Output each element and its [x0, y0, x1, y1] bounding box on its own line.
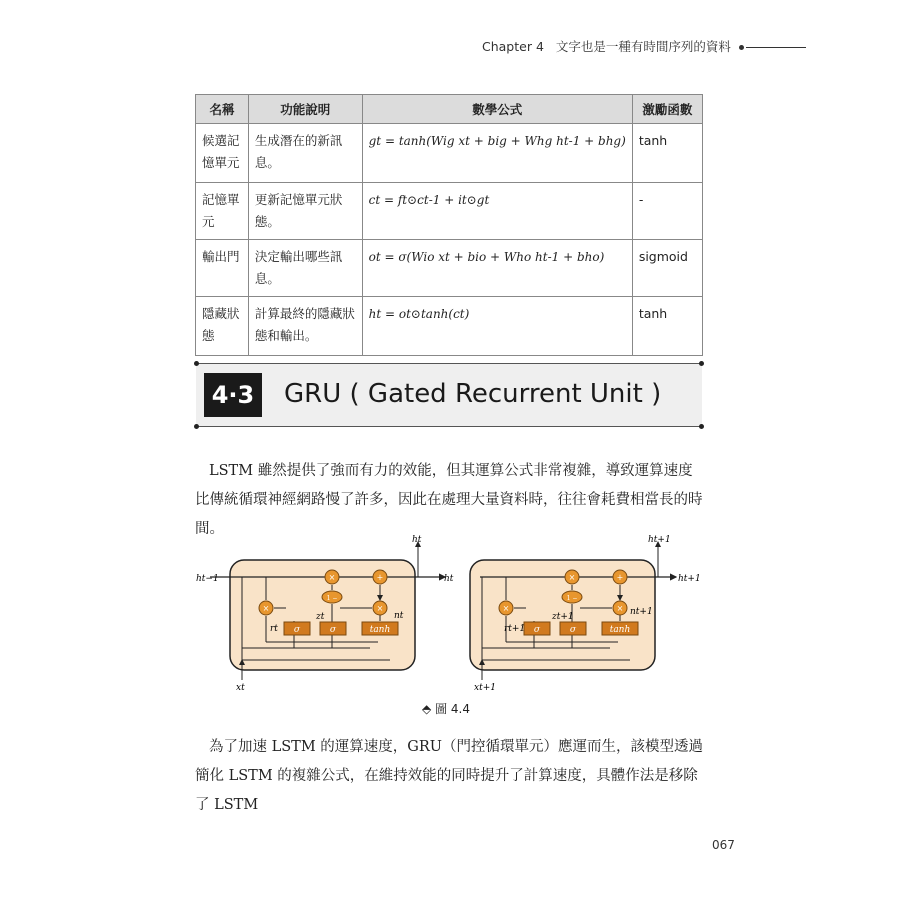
section-heading: [196, 363, 702, 427]
cell-name: 隱藏狀態: [196, 297, 249, 356]
col-header: 數學公式: [362, 95, 632, 124]
gate-label: σ: [329, 625, 337, 635]
gate-label: σ: [533, 625, 541, 635]
cell-desc: 決定輸出哪些訊息。: [248, 240, 362, 297]
op-label: 1 −: [566, 595, 578, 602]
label-h-out: ht+1: [678, 574, 701, 584]
cell-name: 候選記憶單元: [196, 124, 249, 183]
cell-desc: 更新記憶單元狀態。: [248, 183, 362, 240]
table-row: [196, 297, 703, 356]
label-x: xt: [236, 683, 245, 693]
corner-dot: [194, 361, 199, 366]
section-title: GRU ( Gated Recurrent Unit ): [284, 379, 662, 409]
col-header: 激勵函數: [632, 95, 702, 124]
chapter-label: Chapter 4: [482, 39, 544, 54]
paragraph-text: LSTM 雖然提供了強而有力的效能，但其運算公式非常複雜，導致運算速度比傳統循環神經網路慢了許多，因此在處理大量資料時，往往會耗費相當長的時間。: [195, 463, 703, 537]
gru-diagram: [190, 530, 705, 700]
cell-formula: ct = ft⊙ct-1 + it⊙gt: [362, 183, 632, 240]
gate-label: tanh: [369, 625, 391, 635]
corner-dot: [194, 424, 199, 429]
table-row: [196, 240, 703, 297]
label-n: nt: [394, 611, 404, 621]
table-row: [196, 183, 703, 240]
gate-label: σ: [293, 625, 301, 635]
table-row: [196, 124, 703, 183]
corner-dot: [699, 361, 704, 366]
page-number: 067: [712, 838, 735, 852]
section-number: 4·3: [204, 373, 262, 417]
corner-dot: [699, 424, 704, 429]
label-h-prev: ht−1: [196, 574, 219, 584]
cell-activation: tanh: [632, 297, 702, 356]
gate-label: tanh: [609, 625, 631, 635]
op-label: 1 −: [326, 595, 338, 602]
figure-caption: [422, 700, 470, 717]
label-h-top: ht: [412, 535, 422, 545]
op-label: ×: [328, 573, 336, 582]
gate-label: σ: [569, 625, 577, 635]
op-label: ×: [376, 604, 384, 613]
label-r: rt+1: [504, 624, 526, 634]
caption-text: 圖 4.4: [435, 702, 470, 716]
cell-desc: 計算最終的隱藏狀態和輸出。: [248, 297, 362, 356]
cell-activation: -: [632, 183, 702, 240]
label-z: zt+1: [552, 612, 574, 622]
op-label: ×: [502, 604, 510, 613]
label-n: nt+1: [630, 607, 653, 617]
cell-desc: 生成潛在的新訊息。: [248, 124, 362, 183]
gru-cell-1: [196, 535, 454, 693]
lstm-table: [195, 94, 703, 356]
label-x: xt+1: [474, 683, 496, 693]
op-label: +: [376, 573, 384, 582]
table-header-row: [196, 95, 703, 124]
col-header: 功能說明: [248, 95, 362, 124]
header-rule: [746, 47, 806, 48]
label-z: zt: [316, 612, 325, 622]
cell-formula: ht = ot⊙tanh(ct): [362, 297, 632, 356]
op-label: ×: [568, 573, 576, 582]
cell-activation: sigmoid: [632, 240, 702, 297]
cell-activation: tanh: [632, 124, 702, 183]
cell-formula: ot = σ(Wio xt + bio + Who ht-1 + bho): [362, 240, 632, 297]
body-paragraph: [195, 733, 707, 820]
label-h-out: ht: [444, 574, 454, 584]
cell-name: 記憶單元: [196, 183, 249, 240]
running-header: [482, 37, 806, 55]
op-label: +: [616, 573, 624, 582]
paragraph-text: 為了加速 LSTM 的運算速度，GRU（門控循環單元）應運而生，該模型透過簡化 LSTM 的複雜公式，在維持效能的同時提升了計算速度，具體作法是移除了 LSTM: [195, 739, 704, 813]
cell-name: 輸出門: [196, 240, 249, 297]
label-h-top: ht+1: [648, 535, 671, 545]
cell-formula: gt = tanh(Wig xt + big + Whg ht-1 + bhg): [362, 124, 632, 183]
chapter-title: 文字也是一種有時間序列的資料: [555, 39, 731, 54]
col-header: 名稱: [196, 95, 249, 124]
op-label: ×: [262, 604, 270, 613]
header-dot: [739, 45, 744, 50]
label-r: rt: [270, 624, 278, 634]
caption-marker-icon: ⬘: [422, 702, 432, 716]
gru-cell-2: [470, 535, 701, 693]
op-label: ×: [616, 604, 624, 613]
